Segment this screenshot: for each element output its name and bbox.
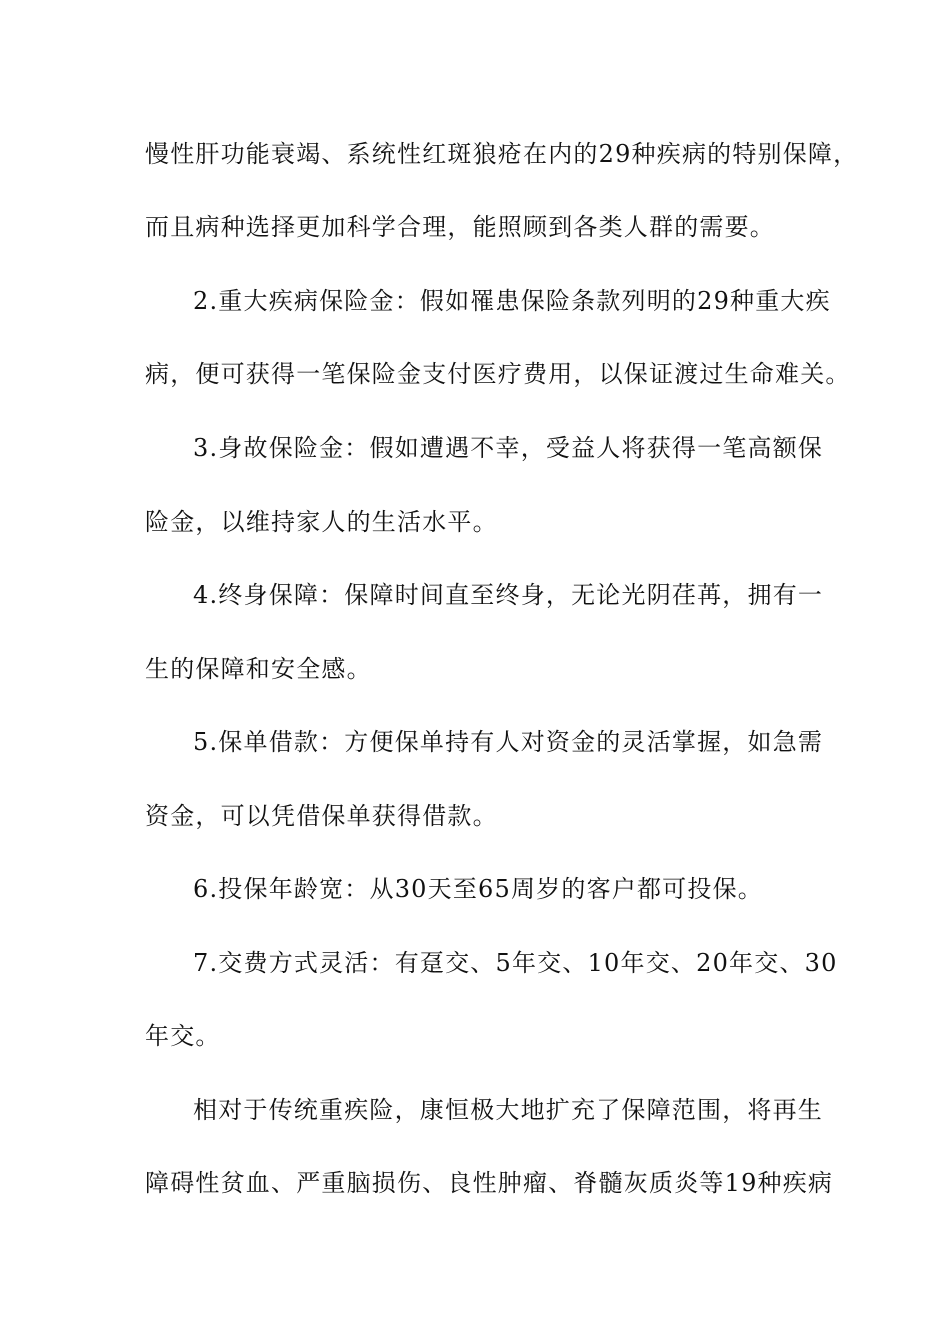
text-line: 5.保单借款：方便保单持有人对资金的灵活掌握，如急需 (193, 728, 824, 756)
text-line: 慢性肝功能衰竭、系统性红斑狼疮在内的29种疾病的特别保障， (145, 140, 859, 168)
text-line: 险金，以维持家人的生活水平。 (145, 508, 498, 536)
text-line: 2.重大疾病保险金：假如罹患保险条款列明的29种重大疾 (193, 287, 831, 315)
text-line: 障碍性贫血、严重脑损伤、良性肿瘤、脊髓灰质炎等19种疾病 (145, 1169, 834, 1197)
text-line: 7.交费方式灵活：有趸交、5年交、10年交、20年交、30 (193, 949, 838, 977)
text-line: 年交。 (145, 1022, 221, 1050)
text-line: 生的保障和安全感。 (145, 655, 372, 683)
text-line: 病，便可获得一笔保险金支付医疗费用，以保证渡过生命难关。 (145, 360, 851, 388)
text-line: 4.终身保障：保障时间直至终身，无论光阴荏苒，拥有一 (193, 581, 824, 609)
text-line: 3.身故保险金：假如遭遇不幸，受益人将获得一笔高额保 (193, 434, 824, 462)
text-line: 6.投保年龄宽：从30天至65周岁的客户都可投保。 (193, 875, 763, 903)
text-line: 相对于传统重疾险，康恒极大地扩充了保障范围，将再生 (193, 1096, 823, 1124)
text-line: 而且病种选择更加科学合理，能照顾到各类人群的需要。 (145, 213, 775, 241)
text-line: 资金，可以凭借保单获得借款。 (145, 802, 498, 830)
